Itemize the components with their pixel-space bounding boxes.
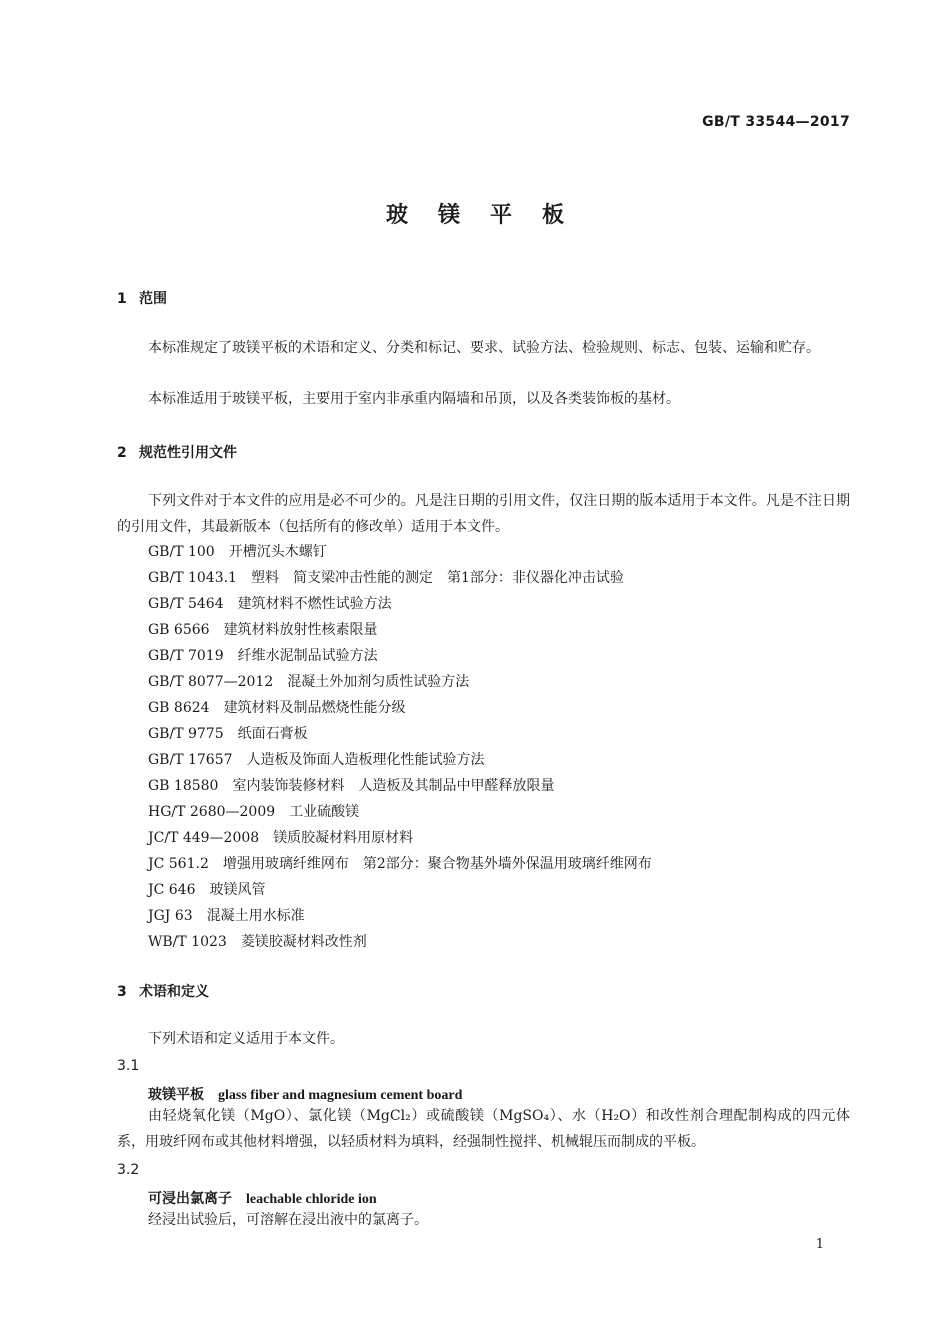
reference-item (148, 903, 652, 929)
reference-code: GB/T 5464 (148, 596, 224, 612)
reference-item (148, 721, 652, 747)
reference-code: GB/T 17657 (148, 752, 233, 768)
reference-code: JC 646 (148, 882, 196, 898)
section-number: 2 (117, 445, 127, 461)
section-3-intro: 下列术语和定义适用于本文件。 (148, 1031, 344, 1047)
reference-item (148, 825, 652, 851)
reference-code: GB 18580 (148, 778, 219, 794)
term-definition: 由轻烧氧化镁（MgO）、氯化镁（MgCl₂）或硫酸镁（MgSO₄）、水（H₂O）和改性剂合理配制构成的四元体系，用玻纤网布或其他材料增强，以轻质材料为填料，经强制性搅拌、机械辊压而制成的平板。 (117, 1108, 850, 1150)
reference-title: 镁质胶凝材料用原材料 (273, 830, 414, 846)
section-2-heading (117, 442, 237, 462)
reference-title: 室内装饰装修材料 人造板及其制品中甲醛释放限量 (232, 778, 555, 794)
reference-code: GB 8624 (148, 700, 210, 716)
term-en: leachable chloride ion (246, 1192, 377, 1207)
reference-title: 开槽沉头木螺钉 (228, 544, 327, 560)
reference-item (148, 747, 652, 773)
reference-item (148, 799, 652, 825)
reference-title: 玻镁风管 (209, 882, 266, 898)
reference-item (148, 643, 652, 669)
term-heading (148, 1188, 377, 1208)
reference-code: WB/T 1023 (148, 934, 227, 950)
term-definition: 经浸出试验后，可溶解在浸出液中的氯离子。 (148, 1212, 428, 1228)
reference-code: GB/T 1043.1 (148, 570, 237, 586)
reference-code: GB/T 100 (148, 544, 215, 560)
document-title: 玻镁平板 (385, 203, 594, 228)
term-heading (148, 1084, 462, 1104)
reference-code: JC 561.2 (148, 856, 209, 872)
section-2-intro: 下列文件对于本文件的应用是必不可少的。凡是注日期的引用文件，仅注日期的版本适用于本文件。凡是不注日期的引用文件，其最新版本（包括所有的修改单）适用于本文件。 (117, 493, 850, 535)
reference-title: 混凝土用水标准 (206, 908, 305, 924)
term-number: 3.1 (117, 1058, 140, 1074)
section-1-paragraph-1: 本标准规定了玻镁平板的术语和定义、分类和标记、要求、试验方法、检验规则、标志、包装、运输和贮存。 (148, 340, 820, 356)
section-1-heading (117, 288, 167, 308)
reference-code: JC/T 449—2008 (148, 830, 260, 846)
reference-list (148, 539, 652, 955)
reference-item (148, 669, 652, 695)
page-number: 1 (815, 1237, 824, 1252)
term-zh: 可浸出氯离子 (148, 1191, 232, 1207)
reference-title: 建筑材料不燃性试验方法 (237, 596, 392, 612)
section-1-paragraph-2: 本标准适用于玻镁平板，主要用于室内非承重内隔墙和吊顶，以及各类装饰板的基材。 (148, 391, 680, 407)
reference-code: GB/T 7019 (148, 648, 224, 664)
term-number: 3.2 (117, 1162, 140, 1178)
reference-code: GB/T 8077—2012 (148, 674, 274, 690)
reference-title: 混凝土外加剂匀质性试验方法 (287, 674, 470, 690)
reference-item (148, 617, 652, 643)
reference-title: 工业硫酸镁 (289, 804, 360, 820)
reference-item (148, 851, 652, 877)
reference-title: 人造板及饰面人造板理化性能试验方法 (246, 752, 485, 768)
reference-item (148, 591, 652, 617)
reference-title: 纤维水泥制品试验方法 (237, 648, 378, 664)
section-title: 术语和定义 (139, 984, 209, 1000)
reference-title: 建筑材料及制品燃烧性能分级 (223, 700, 406, 716)
reference-item (148, 877, 652, 903)
reference-code: JGJ 63 (148, 908, 193, 924)
reference-item (148, 565, 652, 591)
reference-item (148, 773, 652, 799)
reference-title: 建筑材料放射性核素限量 (223, 622, 378, 638)
reference-item (148, 929, 652, 955)
reference-title: 塑料 简支梁冲击性能的测定 第1部分：非仪器化冲击试验 (250, 570, 624, 586)
reference-code: HG/T 2680—2009 (148, 804, 276, 820)
reference-code: GB/T 9775 (148, 726, 224, 742)
section-title: 范围 (139, 291, 167, 307)
section-3-heading (117, 981, 209, 1001)
standard-number: GB/T 33544—2017 (702, 114, 850, 130)
reference-item (148, 695, 652, 721)
reference-code: GB 6566 (148, 622, 210, 638)
section-number: 1 (117, 291, 127, 307)
term-en: glass fiber and magnesium cement board (218, 1088, 463, 1103)
reference-title: 菱镁胶凝材料改性剂 (240, 934, 367, 950)
section-title: 规范性引用文件 (139, 445, 237, 461)
reference-title: 增强用玻璃纤维网布 第2部分：聚合物基外墙外保温用玻璃纤维网布 (222, 856, 652, 872)
reference-item (148, 539, 652, 565)
term-zh: 玻镁平板 (148, 1087, 204, 1103)
reference-title: 纸面石膏板 (237, 726, 308, 742)
section-number: 3 (117, 984, 127, 1000)
